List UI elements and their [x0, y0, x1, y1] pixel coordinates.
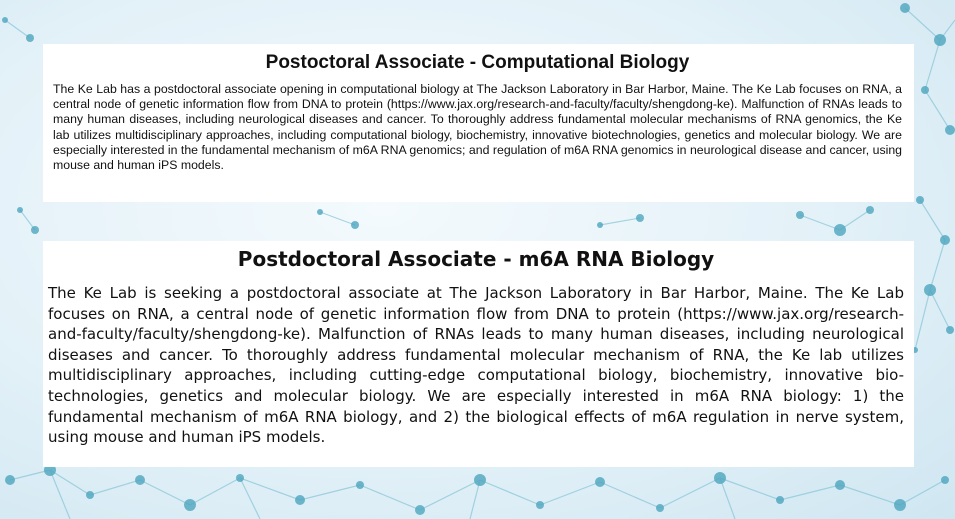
posting-description: The Ke Lab has a postdoctoral associate opening in computational biology at The Jackson Laboratory in Bar Harbor, Maine. The Ke Lab focuses on RNA, a central node of genetic information flow from DNA to protein (https://www.jax.org/research-and-faculty/faculty/shengdong-ke). Malfunction of RNAs leads to many human diseases, including neurological diseases and cancer. To thoroughly address fundamental molecular mechanisms of RNA genomics, the Ke lab utilizes multidisciplinary approaches, including computational biology, biochemistry, innovative biotechnologies, genetics and molecular biology. We are especially interested in the fundamental mechanism of m6A RNA genomics; and regulation of m6A RNA genomics in neurological disease and cancer, using mouse and human iPS models. — [53, 82, 902, 173]
posting-description: The Ke Lab is seeking a postdoctoral associate at The Jackson Laboratory in Bar Harbor, Maine. The Ke Lab focuses on RNA, a central node of genetic information flow from DNA to protein (https://www.jax.org/research-and-faculty/faculty/shengdong-ke). Malfunction of RNAs leads to many human diseases, including neurological diseases and cancer. To thoroughly address fundamental molecular mechanism of RNA, the Ke lab utilizes multidisciplinary approaches, including cutting-edge computational biology, biochemistry, innovative bio-technologies, genetics and molecular biology. We are especially interested in m6A RNA biology: 1) the fundamental mechanism of m6A RNA biology, and 2) the biological effects of m6A regulation in nerve system, using mouse and human iPS models. — [48, 284, 904, 447]
posting-title: Postdoctoral Associate - m6A RNA Biology — [237, 247, 715, 271]
posting-m6a-rna-biology — [43, 241, 914, 467]
posting-computational-biology — [43, 44, 914, 202]
posting-title: Postoctoral Associate - Computational Biology — [265, 52, 690, 73]
